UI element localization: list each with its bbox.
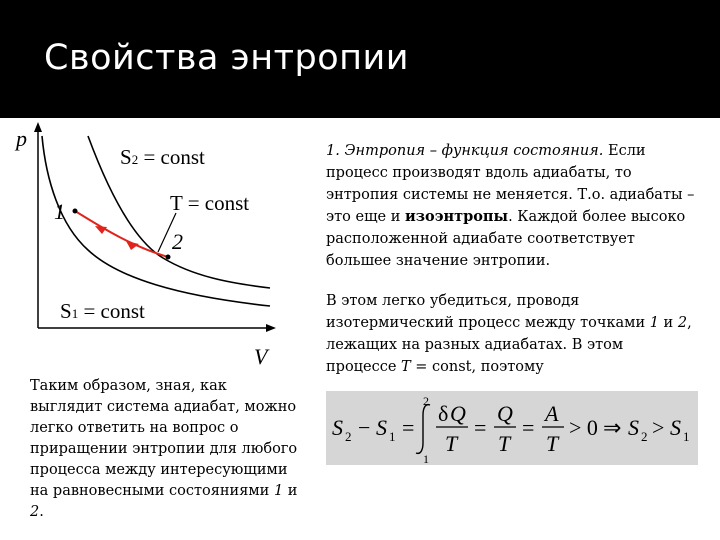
formula-t-2: T [498,431,511,456]
formula-implies: ⇒ [603,415,622,440]
formula-eq-1: = [402,415,415,440]
p1-text-b: . Каждой более высоко расположенной адиабате соответствует большее значение энтропии. [326,209,686,269]
point-1-text: 1 [54,199,65,224]
formula-q-2: Q [497,401,513,426]
s1-symbol: S [60,299,72,323]
formula-s2 [332,415,343,440]
slide-title: Свойства энтропии [44,38,410,78]
s2-const-text: = const [138,145,205,169]
formula-eq-3: = [522,415,535,440]
p2-point-2: 2 [677,315,688,331]
s2-symbol: S [120,145,132,169]
v-axis-label: V [254,344,268,369]
s1-subscript: 1 [71,306,79,321]
point-1-dot [73,209,78,214]
s1-const-text: = const [78,299,145,323]
v-axis-arrow [266,324,276,332]
p2-temperature: T [401,359,411,375]
formula-q-1: Q [450,401,466,426]
formula-t-3: T [546,431,559,456]
conclusion-end: . [39,504,44,520]
entropy-formula-box [326,391,698,465]
conclusion-text: Таким образом, зная, как выглядит система адиабат, можно легко ответить на вопрос о приращении энтропии для любого процесса между интересующими на равновесными состояниями [30,378,298,499]
p1-italic-heading: Энтропия – функция состояния. [344,143,604,159]
conclusion-state-1: 1 [273,483,284,499]
p2-and: и [658,315,678,331]
integral-upper-limit: 2 [423,394,429,408]
formula-eq-2: = [474,415,487,440]
point-1-label [54,199,65,224]
p1-text-a: Если процесс производят вдоль адиабаты, то энтропия системы не меняется. Т.о. адиабаты – это еще и [326,143,695,225]
pv-diagram [8,120,308,374]
p1-bold-term: изоэнтропы [405,208,509,225]
entropy-formula [326,391,698,465]
entropy-state-function-paragraph [326,140,698,272]
formula-minus-1: − [358,415,371,440]
formula-s1-sub: 1 [389,429,396,444]
conclusion-paragraph [30,376,300,523]
formula-s2-b-sub: 2 [641,429,648,444]
p-axis-arrow [34,122,42,132]
s2-subscript: 2 [131,152,139,167]
isothermal-process-paragraph [326,290,698,378]
formula-delta: δ [438,401,449,426]
formula-s2-sub: 2 [345,429,352,444]
formula-s1-b-sub: 1 [683,429,690,444]
integral-lower-limit: 1 [423,452,429,465]
p2-text-b: , лежащих на разных адиабатах. В этом процессе [326,315,692,375]
slide-header [0,0,720,118]
integral-sign [416,405,430,454]
p2-text-c: = const, поэтому [410,359,544,375]
formula-s1: S [376,415,387,440]
t-const-label: T = const [170,191,250,215]
p2-text-a: В этом легко убедиться, проводя изотермический процесс между точками [326,293,650,331]
formula-s2-b: S [628,415,639,440]
s2-const-label [120,145,205,169]
point-2-label [172,229,183,254]
formula-t-1: T [445,431,458,456]
p-axis-label: p [16,126,27,151]
s1-const-label [60,299,145,323]
p1-number: 1. [326,143,345,159]
formula-s2-symbol: S [332,415,343,440]
formula-s1-b: S [670,415,681,440]
p2-point-1: 1 [649,315,659,331]
conclusion-state-2: 2 [30,504,40,520]
formula-gt: > [652,415,665,440]
point-2-dot [166,255,171,260]
formula-gt-zero: > 0 [569,415,598,440]
point-2-text: 2 [172,229,183,254]
formula-a: A [545,401,559,426]
conclusion-and: и [283,483,298,499]
